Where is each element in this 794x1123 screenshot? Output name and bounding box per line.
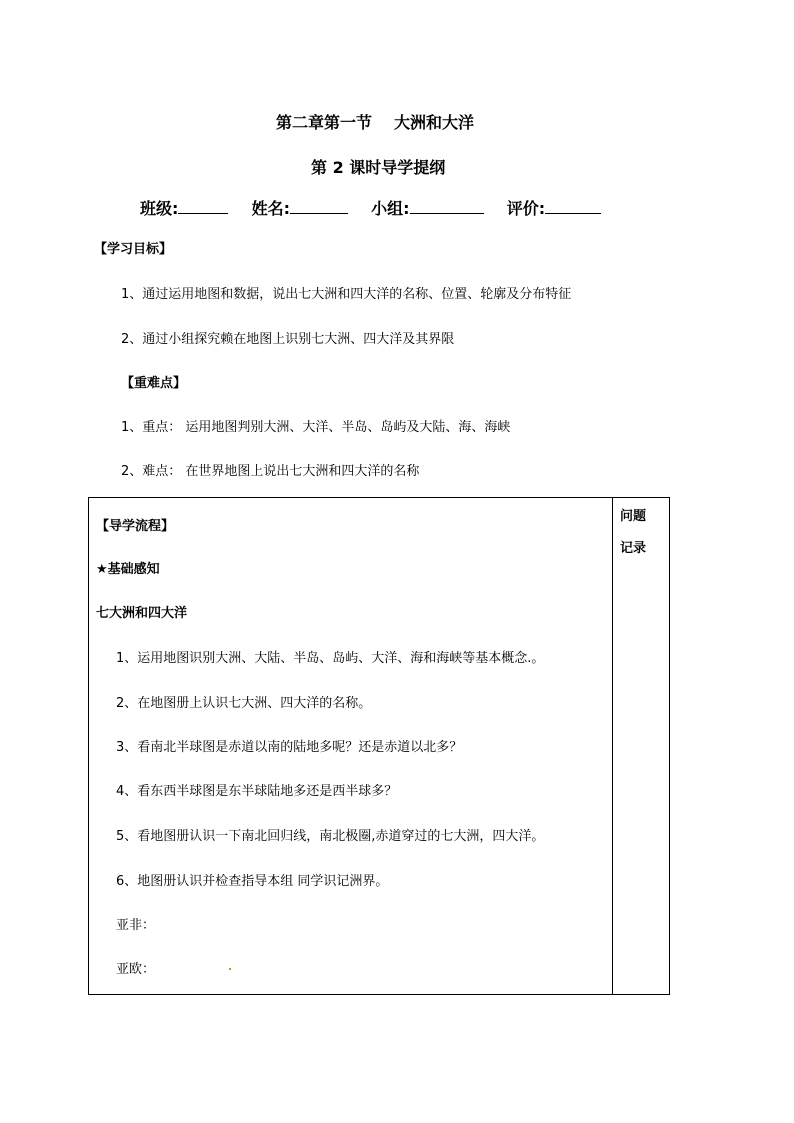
notes-column-label-1: 问题 [620, 509, 647, 524]
stray-mark [229, 968, 231, 970]
basic-perception-heading: ★基础感知 [96, 562, 160, 577]
name-blank[interactable] [290, 199, 348, 214]
asia-europe-boundary-label: 亚欧： [116, 962, 156, 977]
section-heading: 七大洲和四大洋 [96, 606, 188, 621]
eval-label: 评价: [506, 199, 546, 218]
page-subtitle: 第 2 课时导学提纲 [311, 158, 446, 177]
page-title [276, 110, 474, 133]
title-topic: 大洲和大洋 [394, 113, 475, 132]
title-chapter: 第二章第一节 [276, 113, 373, 132]
eval-blank[interactable] [545, 199, 601, 214]
column-divider [612, 497, 613, 995]
asia-africa-boundary-label: 亚非： [116, 918, 156, 933]
objectives-heading: 【学习目标】 [94, 242, 173, 257]
key-point-item: 1、重点： 运用地图判别大洲、大洋、半岛、岛屿及大陆、海、海峡 [121, 420, 511, 435]
flow-item: 2、在地图册上认识七大洲、四大洋的名称。 [116, 696, 372, 711]
flow-item: 4、看东西半球图是东半球陆地多还是西半球多？ [116, 784, 398, 799]
group-label: 小组: [371, 199, 410, 218]
objective-item: 1、通过运用地图和数据，说出七大洲和四大洋的名称、位置、轮廓及分布特征 [121, 287, 572, 302]
flow-heading: 【导学流程】 [96, 519, 175, 534]
objective-item: 2、通过小组探究赖在地图上识别七大洲、四大洋及其界限 [121, 332, 455, 347]
flow-item: 3、看南北半球图是赤道以南的陆地多呢？还是赤道以北多？ [116, 740, 463, 755]
flow-item: 5、看地图册认识一下南北回归线，南北极圈,赤道穿过的七大洲，四大洋。 [116, 829, 545, 844]
info-fields-row [140, 196, 601, 219]
flow-item: 6、地图册认识并检查指导本组 同学识记洲界。 [116, 874, 389, 889]
notes-column-label-2: 记录 [620, 541, 647, 556]
name-label: 姓名: [251, 199, 290, 218]
class-blank[interactable] [178, 199, 228, 214]
class-label: 班级: [140, 199, 179, 218]
flow-item: 1、运用地图识别大洲、大陆、半岛、岛屿、大洋、海和海峡等基本概念.。 [116, 651, 545, 666]
key-point-item: 2、难点： 在世界地图上说出七大洲和四大洋的名称 [121, 464, 420, 479]
group-blank[interactable] [410, 199, 484, 214]
key-points-heading: 【重难点】 [121, 376, 187, 391]
